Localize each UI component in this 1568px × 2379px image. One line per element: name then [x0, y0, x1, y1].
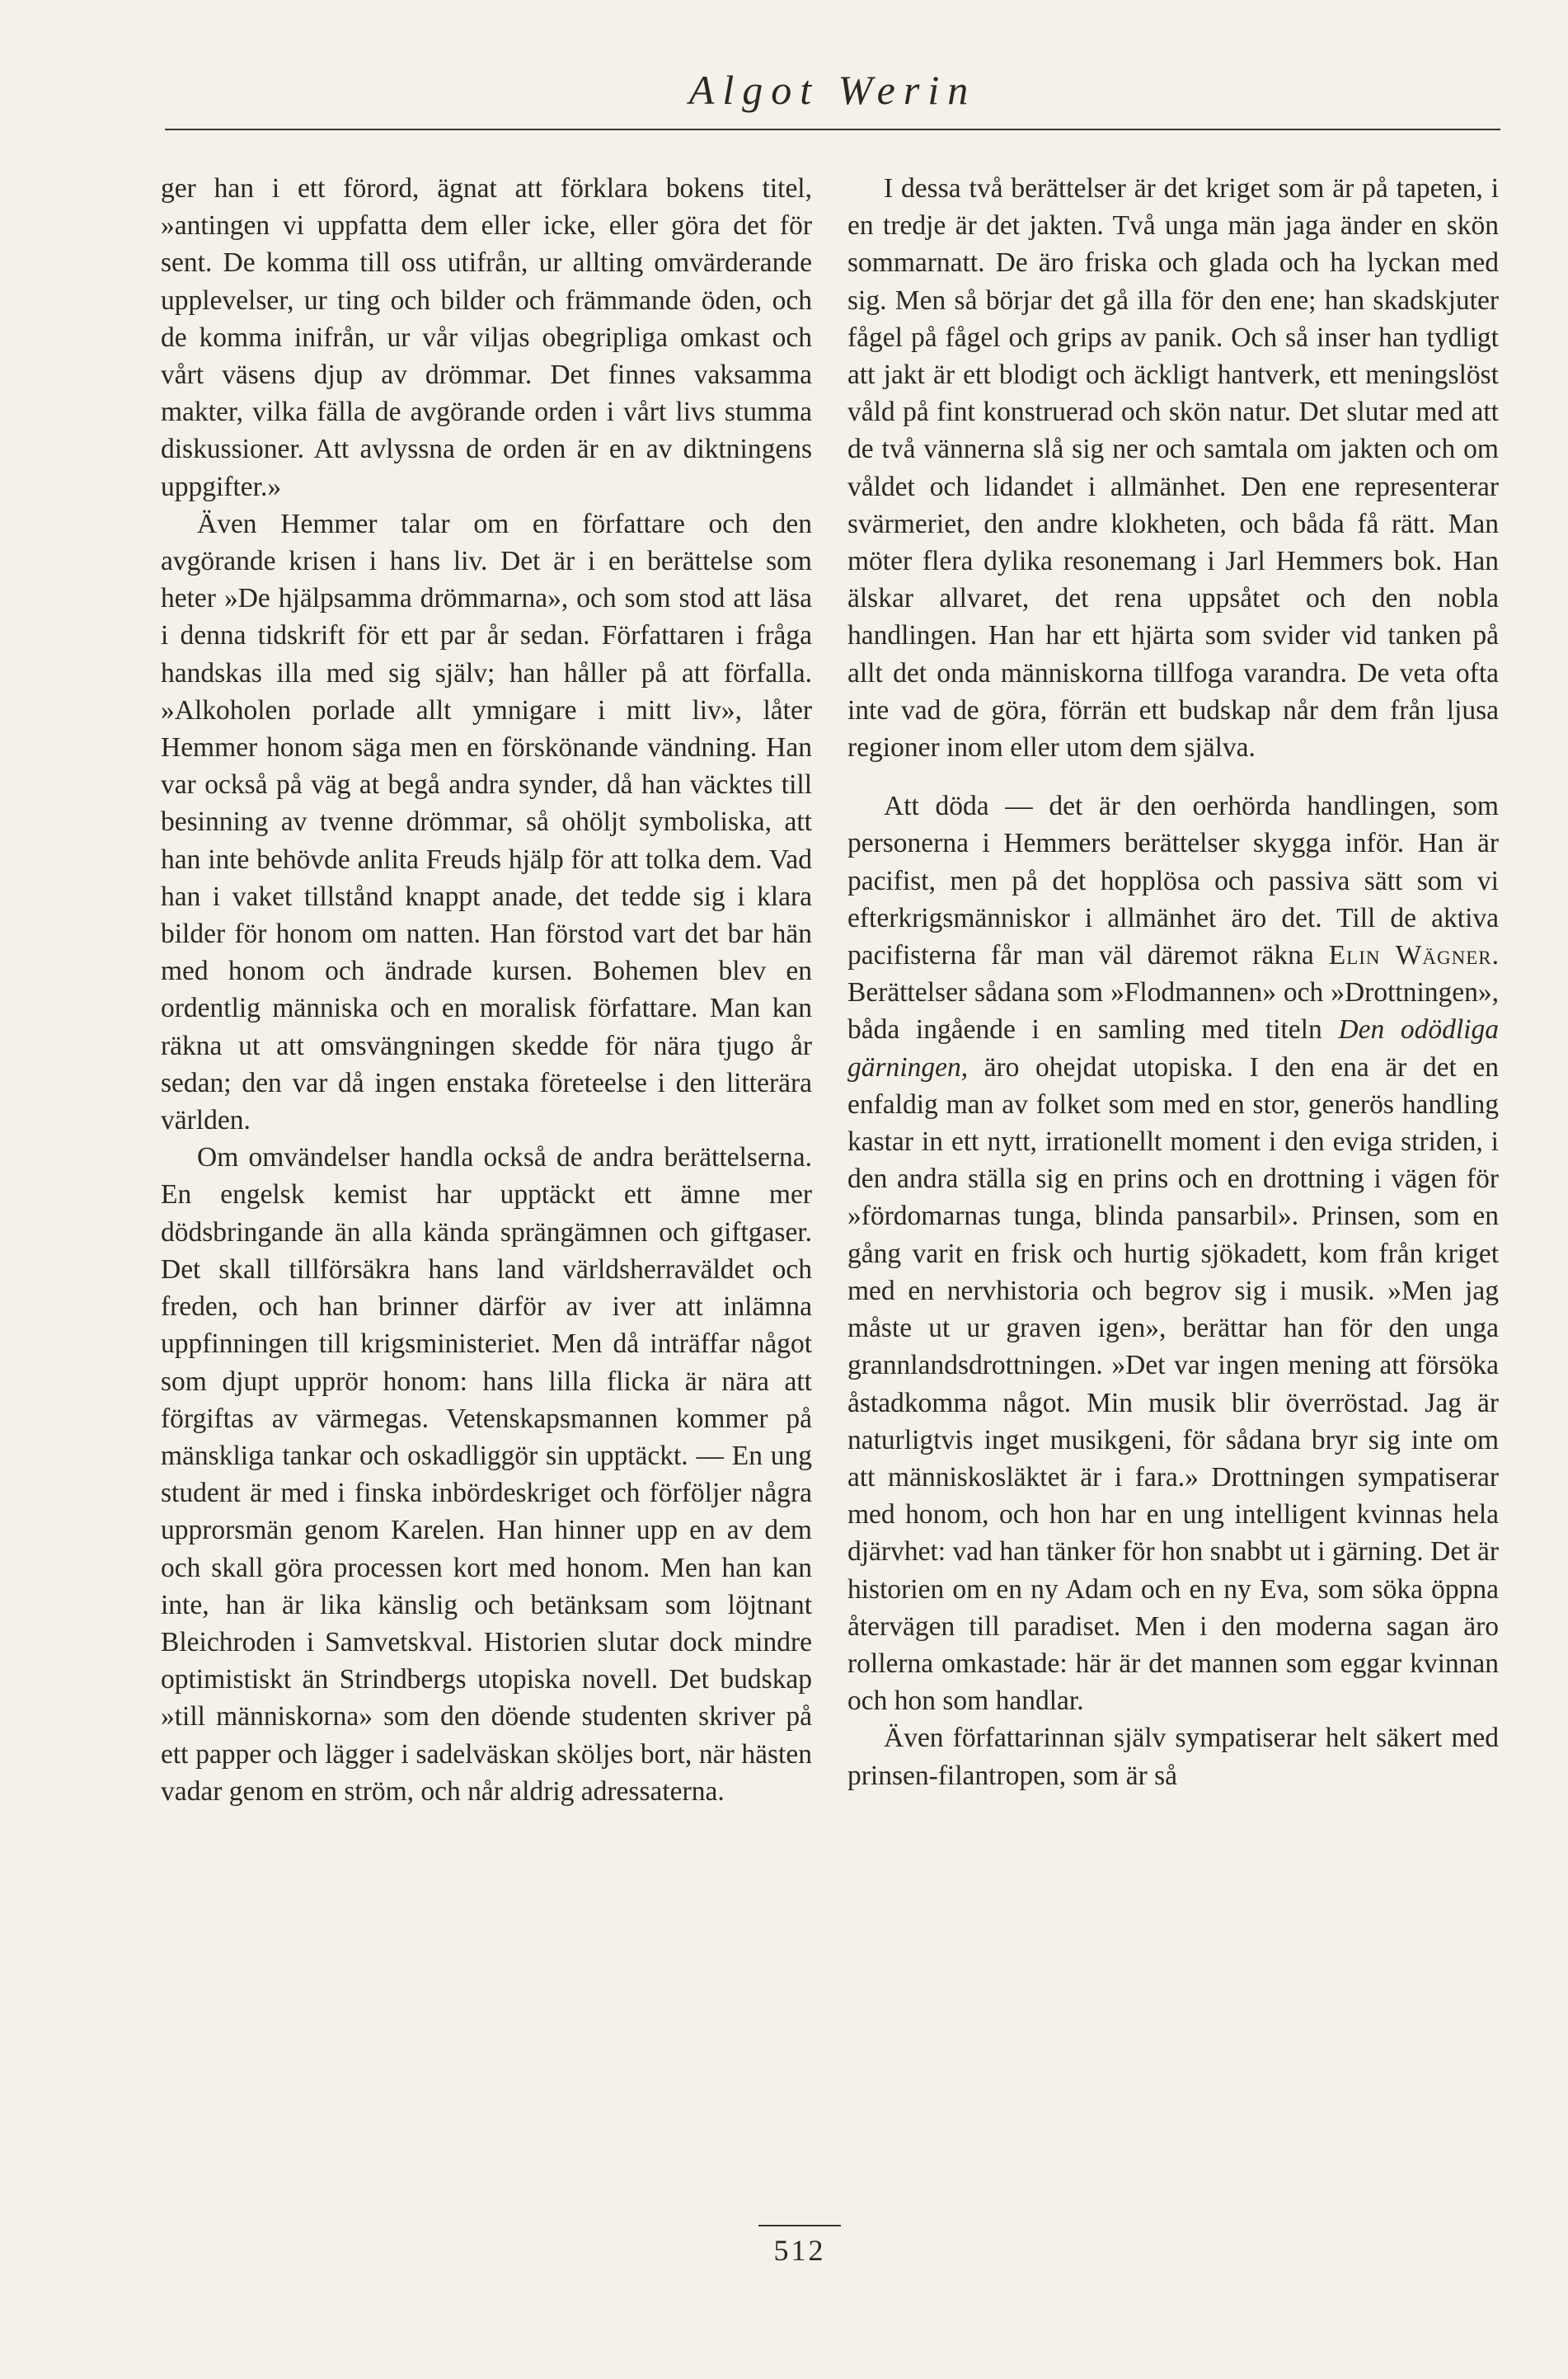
left-paragraph-1: ger han i ett förord, ägnat att förklara bokens titel, »antingen vi uppfatta dem eller icke, eller göra det för sent. De komma till oss utifrån, ur allting omvärderande upplevelser, ur ting och bilder och främmande öden, och de komma inifrån, ur vår viljas obegripliga omkast och vårt väsens djup av drömmar. Det finnes vaksamma makter, vilka fälla de avgörande orden i vårt livs stumma diskussioner. Att avlyssna de orden är en av diktningens uppgifter.» [161, 173, 812, 502]
author-name-elin-wagner: Elin Wägner [1328, 940, 1492, 971]
right-paragraph-2-text-c: äro ohejdat utopiska. I den ena är det en enfaldig man av folket som med en stor, generös handling kastar in ett nytt, irrationellt moment i den eviga striden, i den andra ställa sig en prins och en drottning i vägen för »fördomarnas tunga, blinda pansarbil». Prinsen, som en gång varit en frisk och hurtig sjökadett, kom från kriget med en nervhistoria och begrov sig i musik. »Men jag måste ut ur graven igen», berättar han för den unga grannlandsdrottningen. »Det var ingen mening att försöka åstadkomma något. Min musik blir överröstad. Jag är naturligtvis inget musikgeni, för sådana bryr sig inte om att människosläktet är i fara.» Drottningen sympatiserar med honom, och hon har en ung intelligent kvinnas hela djärvhet: vad han tänker för hon snabbt ut i gärning. Det är historien om en ny Adam och en ny Eva, som söka öppna återvägen till paradiset. Men i den moderna sagan äro rollerna omkastade: här är det mannen som eggar kvinnan och hon som handlar. [847, 1051, 1499, 1717]
right-paragraph-3: Även författarinnan själv sympatiserar helt säkert med prinsen-filantropen, som är så [847, 1723, 1499, 1791]
left-paragraph-2: Även Hemmer talar om en författare och den avgörande krisen i hans liv. Det är i en berättelse som heter »De hjälpsamma drömmarna», och som stod att läsa i denna tidskrift för ett par år sedan. Författaren i fråga handskas illa med sig själv; han håller på att förfalla. »Alkoholen porlade allt ymnigare i mitt liv», låter Hemmer honom säga men en förskönande vändning. Han var också på väg at begå andra synder, då han väcktes till besinning av tvenne drömmar, så ohöljt symboliska, att han inte behövde anlita Freuds hjälp för att tolka dem. Vad han i vaket tillstånd knappt anade, det tedde sig i klara bilder för honom om natten. Han förstod vart det bar hän med honom och ändrade kursen. Bohemen blev en ordentlig människa och en moralisk författare. Man kan räkna ut att omsvängningen skedde för nära tjugo år sedan; den var då ingen enstaka företeelse i den litterära världen. [161, 508, 812, 1136]
page-number: 512 [773, 2234, 826, 2267]
header-rule [165, 129, 1500, 130]
right-paragraph-2 [847, 788, 1499, 1719]
left-column [161, 170, 812, 1810]
left-paragraph-3: Om omvändelser handla också de andra berättelserna. En engelsk kemist har upptäckt ett ämne mer dödsbringande än alla kända sprängämnen och giftgaser. Det skall tillförsäkra hans land världsherraväldet och freden, och han brinner därför av iver att inlämna uppfinningen till krigsministeriet. Men då inträffar något som djupt upprör honom: hans lilla flicka är nära att förgiftas av värmegas. Vetenskapsmannen kommer på mänskliga tankar och oskadliggör sin upptäckt. — En ung student är med i finska inbördeskriget och förföljer några upprorsmän genom Karelen. Han hinner upp en av dem och skall göra processen kort med honom. Men han kan inte, han är lika känslig och betänksam som löjtnant Bleichroden i Samvetskval. Historien slutar dock mindre optimistiskt än Strindbergs utopiska novell. Det budskap »till människorna» som den döende studenten skriver på ett papper och lägger i sadelväskan sköljes bort, när hästen vadar genom en ström, och når aldrig adressaterna. [161, 1142, 812, 1807]
right-paragraph-2-text-b: . Berättelser sådana som »Flodmannen» och »Drottningen», båda ingående i en samling med titeln [847, 940, 1500, 1046]
right-paragraph-2-text-a: Att döda — det är den oerhörda handlingen, som personerna i Hemmers berättelser skygga inför. Han är pacifist, men på det hopplösa och passiva sätt som vi efterkrigsmänniskor i allmänhet äro det. Till de aktiva pacifisterna får man väl däremot räkna [847, 791, 1499, 971]
right-paragraph-1: I dessa två berättelser är det kriget som är på tapeten, i en tredje är det jakten. Två unga män jaga änder en skön sommarnatt. De äro friska och glada och ha lyckan med sig. Men så börjar det gå illa för den ene; han skadskjuter fågel på fågel och grips av panik. Och så inser han tydligt att jakt är ett blodigt och äckligt hantverk, ett meningslöst våld på fint konstruerad och skön natur. Det slutar med att de två vännerna slå sig ner och samtala om jakten och om våldet och lidandet i allmänhet. Den ene representerar svärmeriet, den andre klokheten, och båda få rätt. Man möter flera dylika resonemang i Jarl Hemmers bok. Han älskar allvaret, det rena uppsåtet och den nobla handlingen. Han har ett hjärta som svider vid tanken på allt det onda människorna tillfoga varandra. De veta ofta inte vad de göra, förrän ett budskap når dem från ljusa regioner inom eller utom dem själva. [847, 173, 1499, 764]
right-column [847, 170, 1499, 1794]
book-title: Den odödliga gärningen, [847, 1014, 1499, 1083]
running-header-author: Algot Werin [688, 67, 977, 113]
folio-rule [758, 2225, 841, 2226]
